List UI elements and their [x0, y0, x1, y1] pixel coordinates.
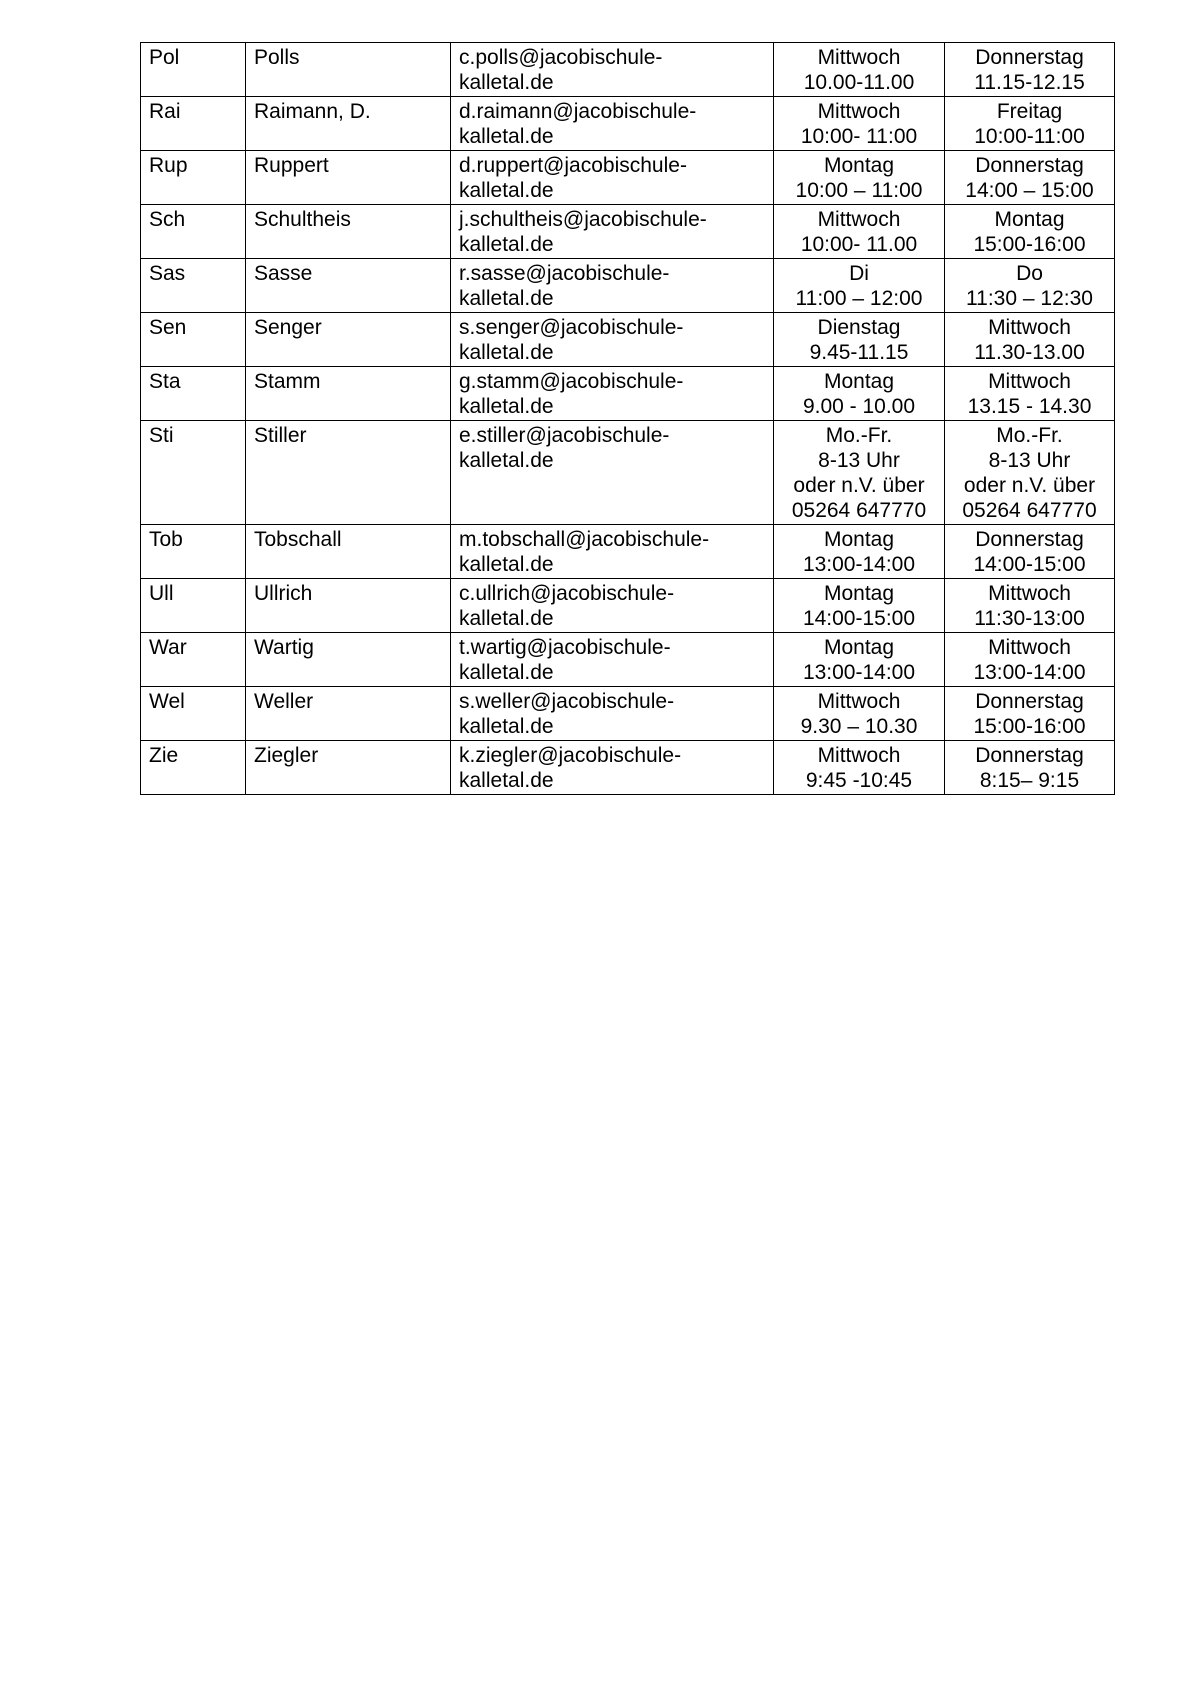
consultation-time-2-cell	[945, 97, 1115, 151]
table-row	[141, 421, 1115, 525]
teacher-email-cell	[451, 525, 774, 579]
cell-line: Mittwoch	[988, 370, 1071, 393]
teacher-name-cell: Wartig	[246, 633, 451, 687]
cell-line: m.tobschall@jacobischule-	[459, 528, 710, 551]
cell-line: Mittwoch	[817, 690, 901, 713]
cell-line: 8:15– 9:15	[979, 769, 1080, 792]
teacher-abbreviation-cell: Sas	[141, 259, 246, 313]
teacher-abbreviation-cell: Sen	[141, 313, 246, 367]
teacher-email-cell	[451, 367, 774, 421]
cell-line: Di	[849, 262, 869, 285]
cell-line: 10:00 – 11:00	[795, 179, 923, 202]
teacher-name-cell: Stiller	[246, 421, 451, 525]
cell-line: Donnerstag	[975, 528, 1084, 551]
cell-line: oder n.V. über	[793, 474, 925, 497]
cell-line: 8-13 Uhr	[818, 449, 900, 472]
teacher-email-cell	[451, 97, 774, 151]
consultation-time-1-cell	[774, 633, 945, 687]
cell-line: 13:00-14:00	[802, 553, 916, 576]
cell-line: 15:00-16:00	[973, 233, 1086, 256]
cell-line: kalletal.de	[459, 233, 554, 256]
table-row	[141, 687, 1115, 741]
consultation-time-2-cell	[945, 313, 1115, 367]
teacher-email-cell	[451, 687, 774, 741]
teacher-email-cell	[451, 151, 774, 205]
cell-line: kalletal.de	[459, 125, 554, 148]
cell-line: Mittwoch	[817, 208, 901, 231]
consultation-time-1-cell	[774, 367, 945, 421]
cell-line: e.stiller@jacobischule-	[459, 424, 670, 447]
cell-line: kalletal.de	[459, 395, 554, 418]
cell-line: 13:00-14:00	[973, 661, 1086, 684]
teacher-consultation-table	[140, 42, 1115, 795]
consultation-time-2-cell	[945, 579, 1115, 633]
cell-line: Mittwoch	[817, 744, 901, 767]
cell-line: Mittwoch	[988, 636, 1071, 659]
cell-line: Mo.-Fr.	[996, 424, 1063, 447]
consultation-time-1-cell	[774, 43, 945, 97]
cell-line: 15:00-16:00	[973, 715, 1086, 738]
cell-line: 13.15 - 14.30	[967, 395, 1092, 418]
teacher-abbreviation-cell: Sta	[141, 367, 246, 421]
cell-line: 11.15-12.15	[974, 71, 1085, 94]
teacher-name-cell: Raimann, D.	[246, 97, 451, 151]
consultation-time-1-cell	[774, 259, 945, 313]
teacher-name-cell: Senger	[246, 313, 451, 367]
consultation-time-2-cell	[945, 151, 1115, 205]
consultation-time-2-cell	[945, 687, 1115, 741]
cell-line: d.raimann@jacobischule-	[459, 100, 697, 123]
cell-line: Mittwoch	[988, 582, 1071, 605]
cell-line: Mittwoch	[988, 316, 1071, 339]
teacher-email-cell	[451, 205, 774, 259]
teacher-name-cell: Ziegler	[246, 741, 451, 795]
cell-line: kalletal.de	[459, 553, 554, 576]
table-row	[141, 259, 1115, 313]
table-row	[141, 367, 1115, 421]
consultation-time-1-cell	[774, 687, 945, 741]
teacher-abbreviation-cell: Rai	[141, 97, 246, 151]
teacher-name-cell: Stamm	[246, 367, 451, 421]
cell-line: t.wartig@jacobischule-	[459, 636, 671, 659]
cell-line: 9.45-11.15	[809, 341, 909, 364]
cell-line: c.ullrich@jacobischule-	[459, 582, 675, 605]
cell-line: Montag	[823, 582, 895, 605]
teacher-abbreviation-cell: Tob	[141, 525, 246, 579]
cell-line: kalletal.de	[459, 715, 554, 738]
teacher-email-cell	[451, 633, 774, 687]
consultation-time-1-cell	[774, 525, 945, 579]
consultation-time-2-cell	[945, 633, 1115, 687]
cell-line: kalletal.de	[459, 341, 554, 364]
cell-line: 8-13 Uhr	[988, 449, 1071, 472]
consultation-time-1-cell	[774, 741, 945, 795]
table-row	[141, 97, 1115, 151]
cell-line: Montag	[994, 208, 1065, 231]
cell-line: Montag	[823, 370, 895, 393]
cell-line: 9.00 - 10.00	[802, 395, 916, 418]
cell-line: d.ruppert@jacobischule-	[459, 154, 687, 177]
cell-line: c.polls@jacobischule-	[459, 46, 663, 69]
cell-line: Montag	[823, 636, 895, 659]
teacher-email-cell	[451, 313, 774, 367]
teacher-abbreviation-cell: Sti	[141, 421, 246, 525]
cell-line: Dienstag	[817, 316, 901, 339]
cell-line: Montag	[823, 154, 895, 177]
teacher-email-cell	[451, 43, 774, 97]
cell-line: Montag	[823, 528, 895, 551]
table-body	[141, 43, 1115, 795]
cell-line: 10:00-11:00	[974, 125, 1085, 148]
consultation-time-1-cell	[774, 313, 945, 367]
teacher-email-cell	[451, 259, 774, 313]
teacher-name-cell: Tobschall	[246, 525, 451, 579]
consultation-time-2-cell	[945, 259, 1115, 313]
teacher-abbreviation-cell: War	[141, 633, 246, 687]
teacher-name-cell: Polls	[246, 43, 451, 97]
teacher-name-cell: Ullrich	[246, 579, 451, 633]
teacher-abbreviation-cell: Sch	[141, 205, 246, 259]
cell-line: s.senger@jacobischule-	[459, 316, 684, 339]
consultation-time-1-cell	[774, 421, 945, 525]
teacher-email-cell	[451, 421, 774, 525]
cell-line: s.weller@jacobischule-	[459, 690, 675, 713]
cell-line: 11:30 – 12:30	[966, 287, 1093, 310]
table-row	[141, 741, 1115, 795]
teacher-abbreviation-cell: Pol	[141, 43, 246, 97]
cell-line: kalletal.de	[459, 71, 554, 94]
cell-line: oder n.V. über	[963, 474, 1096, 497]
table-row	[141, 579, 1115, 633]
cell-line: Do	[1016, 262, 1043, 285]
cell-line: 13:00-14:00	[802, 661, 916, 684]
cell-line: 11:30-13:00	[974, 607, 1085, 630]
cell-line: 11.30-13.00	[974, 341, 1085, 364]
table-row	[141, 525, 1115, 579]
consultation-time-2-cell	[945, 421, 1115, 525]
consultation-time-2-cell	[945, 525, 1115, 579]
cell-line: Mo.-Fr.	[825, 424, 893, 447]
cell-line: Donnerstag	[975, 690, 1084, 713]
table-row	[141, 633, 1115, 687]
teacher-email-cell	[451, 579, 774, 633]
teacher-abbreviation-cell: Ull	[141, 579, 246, 633]
cell-line: 14:00 – 15:00	[965, 179, 1094, 202]
cell-line: g.stamm@jacobischule-	[459, 370, 684, 393]
cell-line: Freitag	[996, 100, 1063, 123]
cell-line: 05264 647770	[791, 499, 927, 522]
cell-line: 05264 647770	[962, 499, 1097, 522]
cell-line: kalletal.de	[459, 287, 554, 310]
consultation-time-1-cell	[774, 205, 945, 259]
cell-line: Donnerstag	[975, 46, 1084, 69]
cell-line: j.schultheis@jacobischule-	[459, 208, 707, 231]
teacher-name-cell: Schultheis	[246, 205, 451, 259]
table-row	[141, 205, 1115, 259]
consultation-time-2-cell	[945, 205, 1115, 259]
cell-line: 14:00-15:00	[802, 607, 916, 630]
consultation-time-1-cell	[774, 579, 945, 633]
cell-line: 9:45 -10:45	[805, 769, 913, 792]
teacher-name-cell: Sasse	[246, 259, 451, 313]
cell-line: kalletal.de	[459, 179, 554, 202]
cell-line: Mittwoch	[817, 100, 901, 123]
teacher-email-cell	[451, 741, 774, 795]
table-row	[141, 151, 1115, 205]
table-row	[141, 313, 1115, 367]
teacher-abbreviation-cell: Zie	[141, 741, 246, 795]
teacher-name-cell: Weller	[246, 687, 451, 741]
cell-line: Mittwoch	[817, 46, 901, 69]
consultation-time-2-cell	[945, 43, 1115, 97]
cell-line: Donnerstag	[975, 154, 1084, 177]
teacher-name-cell: Ruppert	[246, 151, 451, 205]
cell-line: Donnerstag	[975, 744, 1084, 767]
cell-line: 10:00- 11:00	[800, 125, 918, 148]
consultation-time-2-cell	[945, 741, 1115, 795]
teacher-abbreviation-cell: Wel	[141, 687, 246, 741]
cell-line: kalletal.de	[459, 607, 554, 630]
cell-line: r.sasse@jacobischule-	[459, 262, 670, 285]
cell-line: kalletal.de	[459, 449, 554, 472]
cell-line: k.ziegler@jacobischule-	[459, 744, 682, 767]
consultation-time-2-cell	[945, 367, 1115, 421]
cell-line: kalletal.de	[459, 769, 554, 792]
cell-line: 10.00-11.00	[803, 71, 915, 94]
table-row	[141, 43, 1115, 97]
consultation-time-1-cell	[774, 151, 945, 205]
cell-line: 10:00- 11.00	[800, 233, 918, 256]
cell-line: kalletal.de	[459, 661, 554, 684]
cell-line: 9.30 – 10.30	[800, 715, 918, 738]
cell-line: 14:00-15:00	[973, 553, 1086, 576]
consultation-time-1-cell	[774, 97, 945, 151]
cell-line: 11:00 – 12:00	[795, 287, 923, 310]
teacher-abbreviation-cell: Rup	[141, 151, 246, 205]
